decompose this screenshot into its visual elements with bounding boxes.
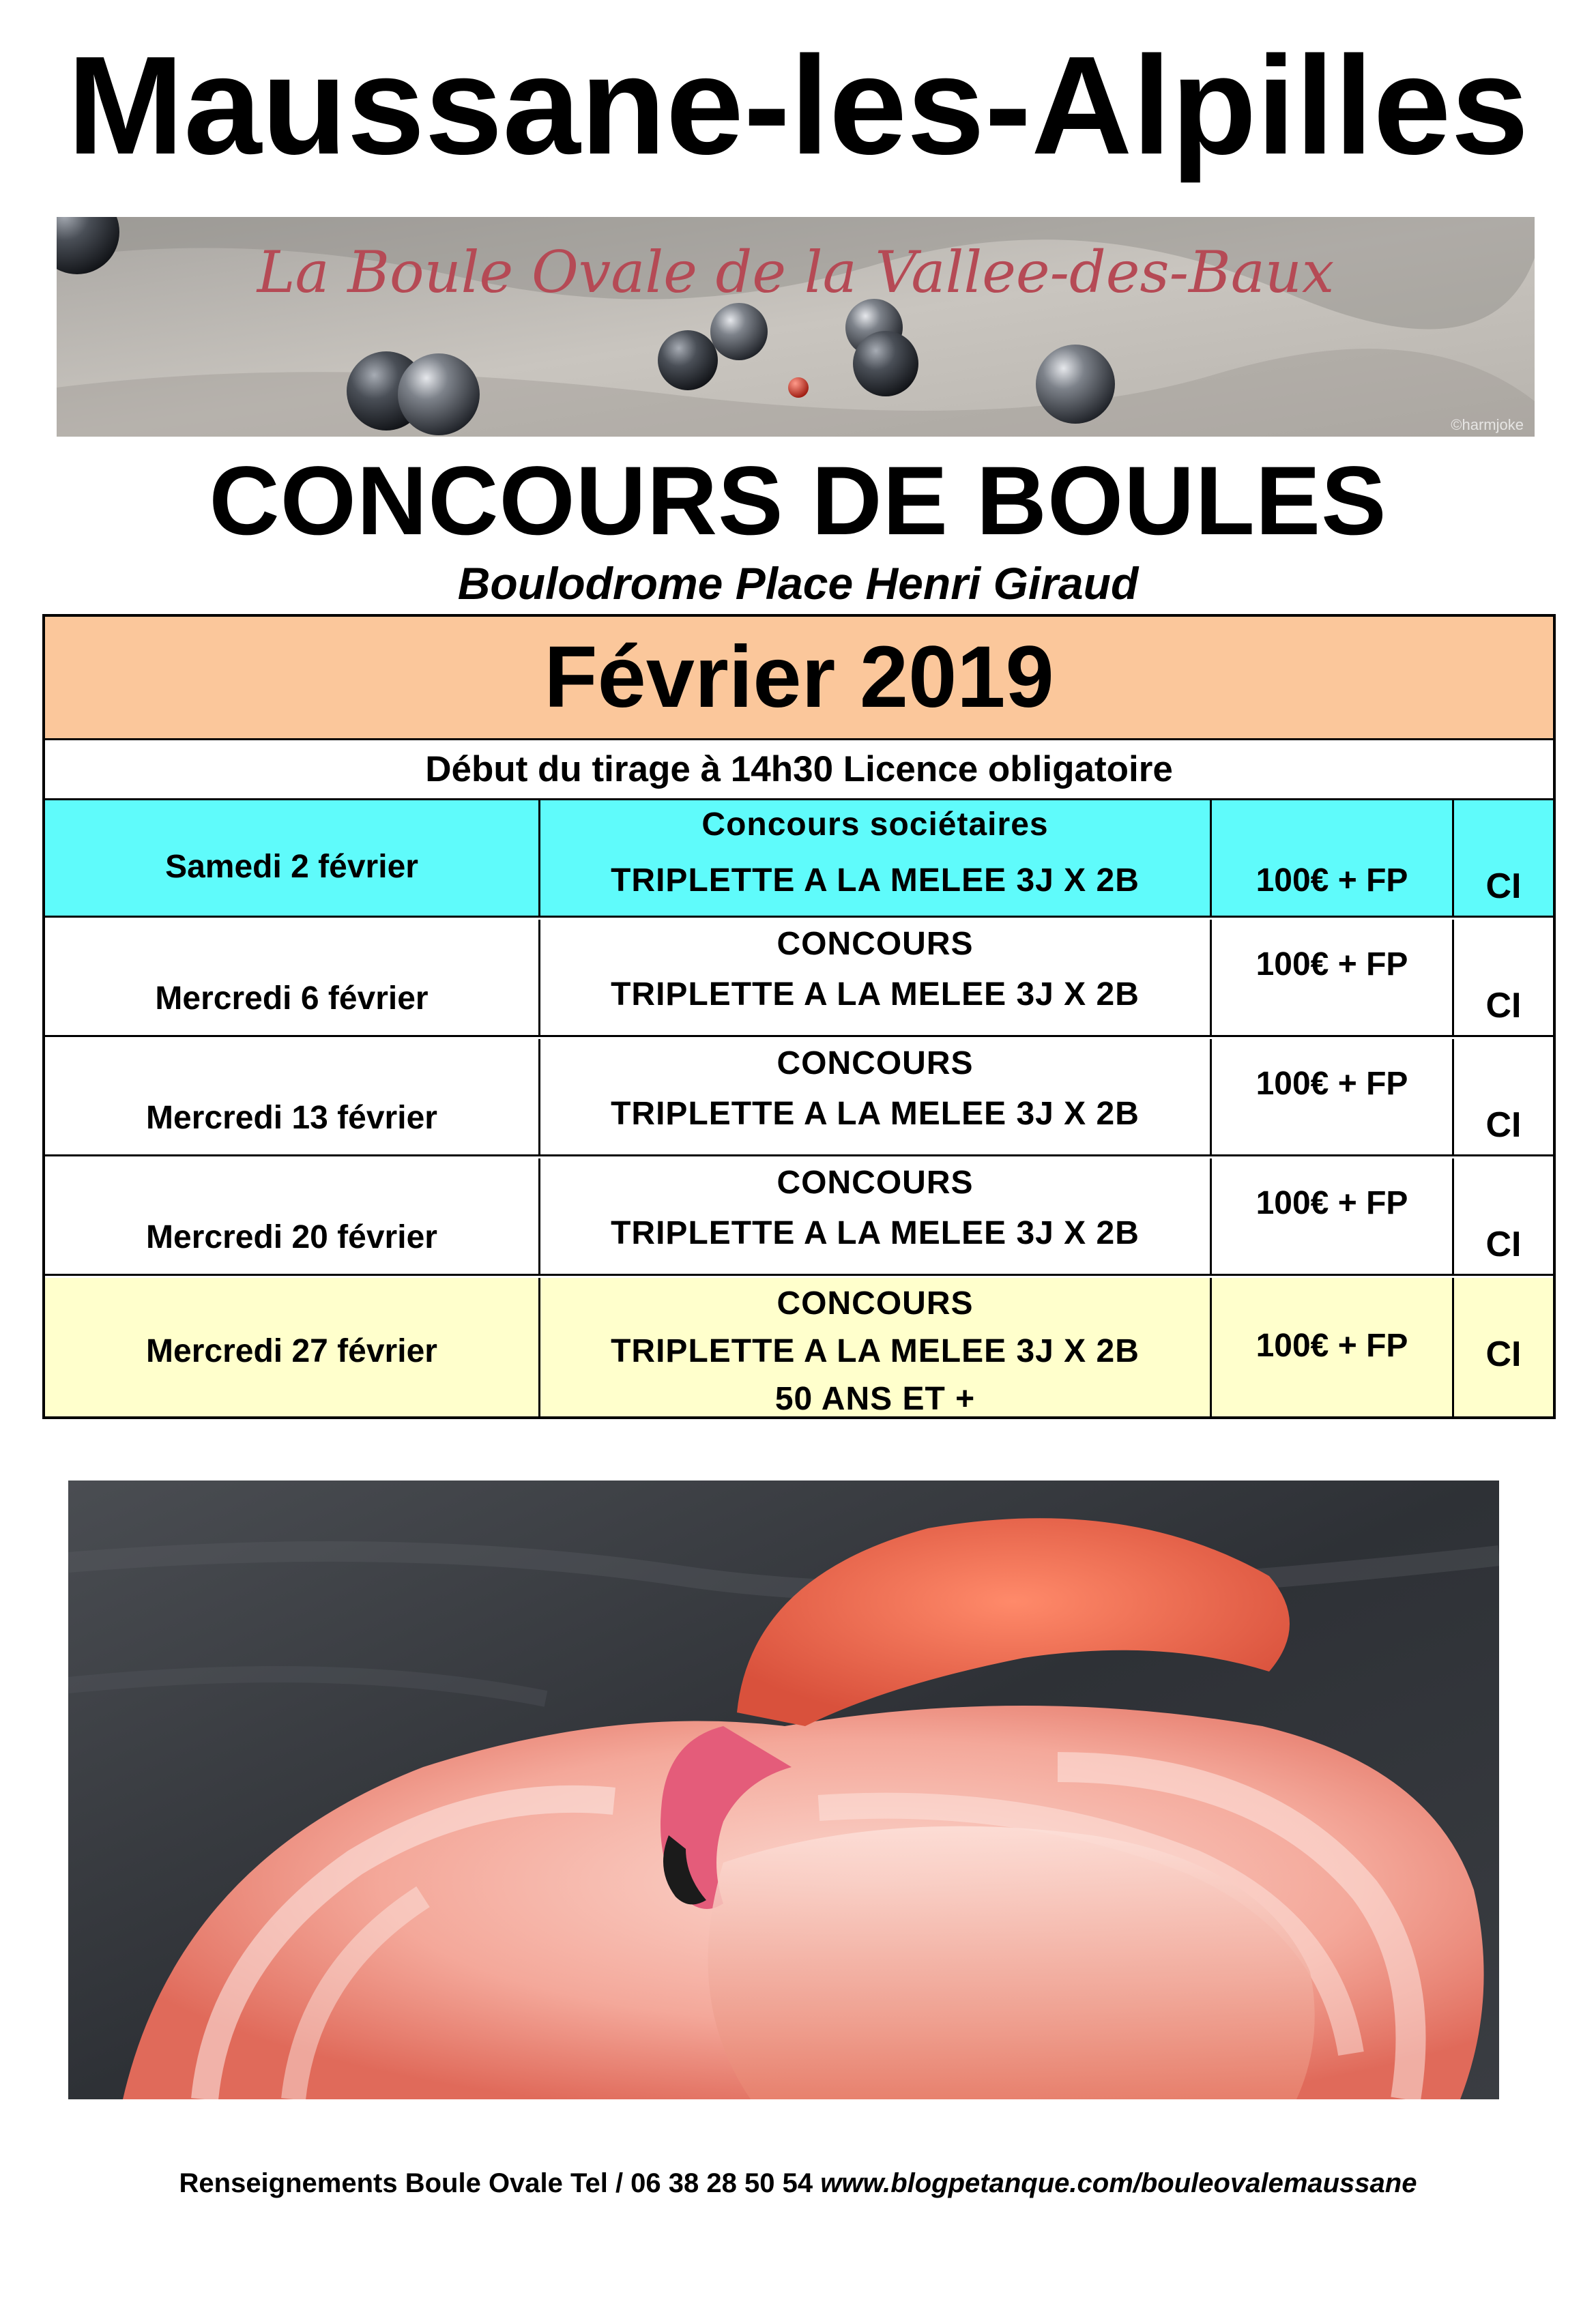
event-prize: 100€ + FP bbox=[1256, 1185, 1408, 1221]
event-prize: 100€ + FP bbox=[1256, 1328, 1408, 1364]
footer bbox=[0, 2166, 1596, 2200]
event-prize: 100€ + FP bbox=[1256, 946, 1408, 982]
event-category: CI bbox=[1485, 1335, 1522, 1374]
event-date: Mercredi 6 février bbox=[155, 980, 429, 1017]
event-prize-cell bbox=[1212, 800, 1454, 916]
event-type-cell bbox=[540, 920, 1212, 1035]
event-category: CI bbox=[1485, 1105, 1522, 1145]
event-prize-cell bbox=[1212, 1158, 1454, 1274]
event-type-cell bbox=[540, 1039, 1212, 1154]
event-row bbox=[45, 1278, 1553, 1416]
event-category: CI bbox=[1485, 866, 1522, 906]
event-prize: 100€ + FP bbox=[1256, 1066, 1408, 1102]
banner-watermark: ©harmjoke bbox=[1451, 416, 1524, 433]
event-date: Mercredi 20 février bbox=[146, 1219, 437, 1255]
event-type-line: Concours sociétaires bbox=[701, 806, 1049, 843]
event-prize: 100€ + FP bbox=[1256, 862, 1408, 899]
event-category: CI bbox=[1485, 986, 1522, 1025]
schedule-table bbox=[42, 614, 1556, 1419]
event-date-cell bbox=[45, 1158, 540, 1274]
event-prize-cell bbox=[1212, 1039, 1454, 1154]
event-type-line: CONCOURS bbox=[777, 1165, 974, 1201]
month-header: Février 2019 bbox=[45, 617, 1553, 740]
venue-subtitle: Boulodrome Place Henri Giraud bbox=[457, 558, 1139, 609]
footer-contact: Renseignements Boule Ovale Tel / 06 38 28 50 54 bbox=[179, 2168, 813, 2198]
event-date-cell bbox=[45, 1039, 540, 1154]
event-date-cell bbox=[45, 800, 540, 916]
draw-info: Début du tirage à 14h30 Licence obligatoire bbox=[45, 740, 1553, 800]
flamingo-image bbox=[68, 1481, 1499, 2099]
event-date: Mercredi 13 février bbox=[146, 1100, 437, 1136]
event-category: CI bbox=[1485, 1225, 1522, 1264]
event-prize-cell bbox=[1212, 920, 1454, 1035]
town-title: Maussane-les-Alpilles bbox=[67, 27, 1529, 184]
event-type-line: TRIPLETTE A LA MELEE 3J X 2B bbox=[611, 976, 1140, 1012]
event-type-line: CONCOURS bbox=[777, 1285, 974, 1322]
event-type-line: CONCOURS bbox=[777, 1045, 974, 1081]
boules-banner-image bbox=[57, 217, 1535, 437]
event-type-line: TRIPLETTE A LA MELEE 3J X 2B bbox=[611, 1096, 1140, 1132]
event-type-cell bbox=[540, 1158, 1212, 1274]
event-date-cell bbox=[45, 920, 540, 1035]
event-type-line: TRIPLETTE A LA MELEE 3J X 2B bbox=[611, 1215, 1140, 1251]
banner-caption: La Boule Ovale de la Vallee-des-Baux bbox=[257, 239, 1335, 306]
event-type-line: TRIPLETTE A LA MELEE 3J X 2B bbox=[611, 862, 1140, 899]
event-prize-cell bbox=[1212, 1278, 1454, 1416]
event-date: Samedi 2 février bbox=[165, 849, 418, 885]
footer-url[interactable]: www.blogpetanque.com/bouleovalemaussane bbox=[820, 2168, 1417, 2198]
event-date-cell bbox=[45, 1278, 540, 1416]
event-type-cell bbox=[540, 800, 1212, 916]
event-row bbox=[45, 800, 1553, 918]
event-type-line: CONCOURS bbox=[777, 926, 974, 962]
event-category-cell bbox=[1454, 1278, 1553, 1416]
event-category-cell bbox=[1454, 1039, 1553, 1154]
event-category-cell bbox=[1454, 920, 1553, 1035]
event-type-line: 50 ANS ET + bbox=[774, 1381, 976, 1417]
event-type-line: TRIPLETTE A LA MELEE 3J X 2B bbox=[611, 1333, 1140, 1369]
event-row bbox=[45, 920, 1553, 1037]
event-category-cell bbox=[1454, 1158, 1553, 1274]
event-date: Mercredi 27 février bbox=[146, 1333, 437, 1369]
event-row bbox=[45, 1158, 1553, 1276]
event-category-cell bbox=[1454, 800, 1553, 916]
event-type-cell bbox=[540, 1278, 1212, 1416]
event-row bbox=[45, 1039, 1553, 1156]
main-heading: CONCOURS DE BOULES bbox=[209, 447, 1387, 555]
